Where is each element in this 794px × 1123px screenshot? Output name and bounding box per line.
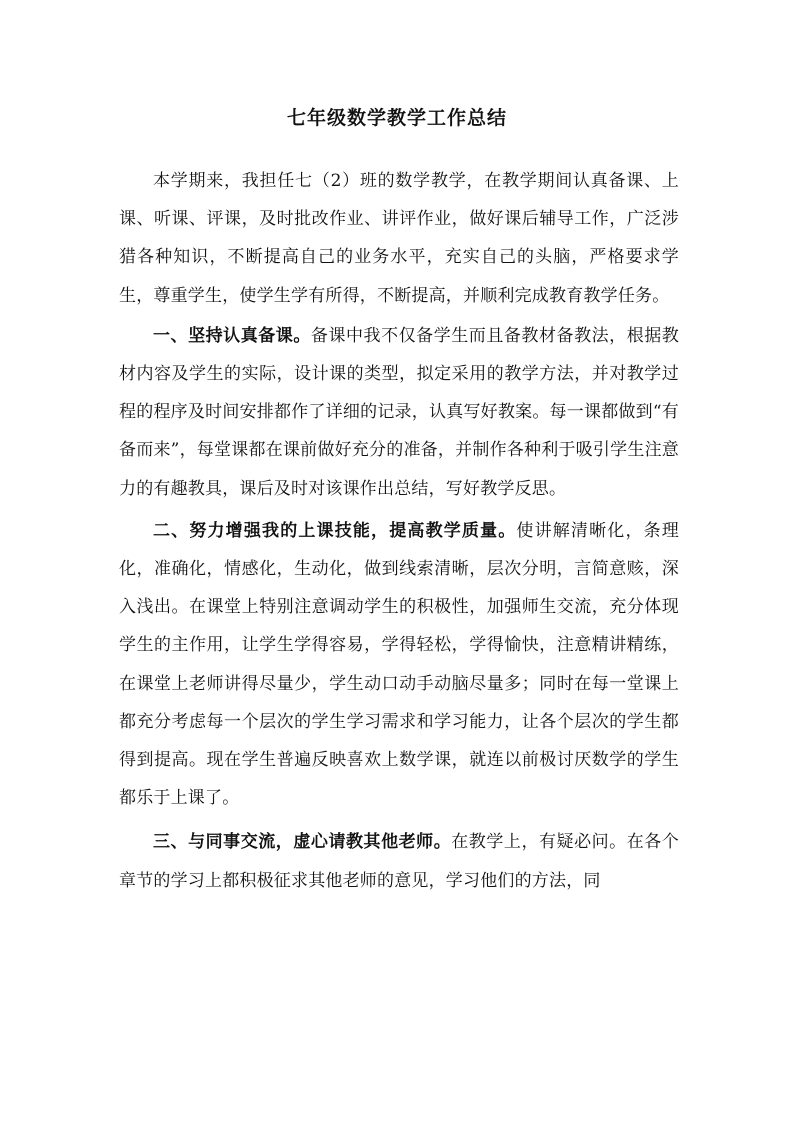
section-heading: 三、与同事交流，虚心请教其他老师。 <box>153 832 452 853</box>
paragraph-intro <box>119 162 679 315</box>
paragraph-text: 本学期来，我担任七（2）班的数学教学，在教学期间认真备课、上课、听课、评课，及时批改作业、讲评作业，做好课后辅导工作，广泛涉猎各种知识，不断提高自己的业务水平，充实自己的头脑，严格要求学生，尊重学生，使学生学有所得，不断提高，并顺利完成教育教学任务。 <box>119 171 679 306</box>
paragraph-text: 备课中我不仅备学生而且备教材备教法，根据教材内容及学生的实际，设计课的类型，拟定采用的教学方法，并对教学过程的程序及时间安排都作了详细的记录，认真写好教案。每一课都做到“有备而来”，每堂课都在课前做好充分的准备，并制作各种利于吸引学生注意力的有趣教具，课后及时对该课作出总结，写好教学反思。 <box>119 325 679 499</box>
paragraph-text: 使讲解清晰化，条理化，准确化，情感化，生动化，做到线索清晰，层次分明，言简意赅，深入浅出。在课堂上特别注意调动学生的积极性，加强师生交流，充分体现学生的主作用，让学生学得容易，学得轻松，学得愉快，注意精讲精练，在课堂上老师讲得尽量少，学生动口动手动脑尽量多；同时在每一堂课上都充分考虑每一个层次的学生学习需求和学习能力，让各个层次的学生都得到提高。现在学生普遍反映喜欢上数学课，就连以前极讨厌数学的学生都乐于上课了。 <box>119 520 679 809</box>
paragraph-section-1 <box>119 317 679 508</box>
section-heading: 一、坚持认真备课。 <box>153 325 311 346</box>
paragraph-section-3 <box>119 823 679 899</box>
paragraph-text: 在教学上，有疑必问。在各个章节的学习上都积极征求其他老师的意见，学习他们的方法，同 <box>119 832 679 891</box>
document-title: 七年级数学教学工作总结 <box>286 107 507 129</box>
section-heading: 二、努力增强我的上课技能，提高教学质量。 <box>153 520 517 541</box>
paragraph-section-2 <box>119 512 679 818</box>
document-body <box>119 162 679 906</box>
